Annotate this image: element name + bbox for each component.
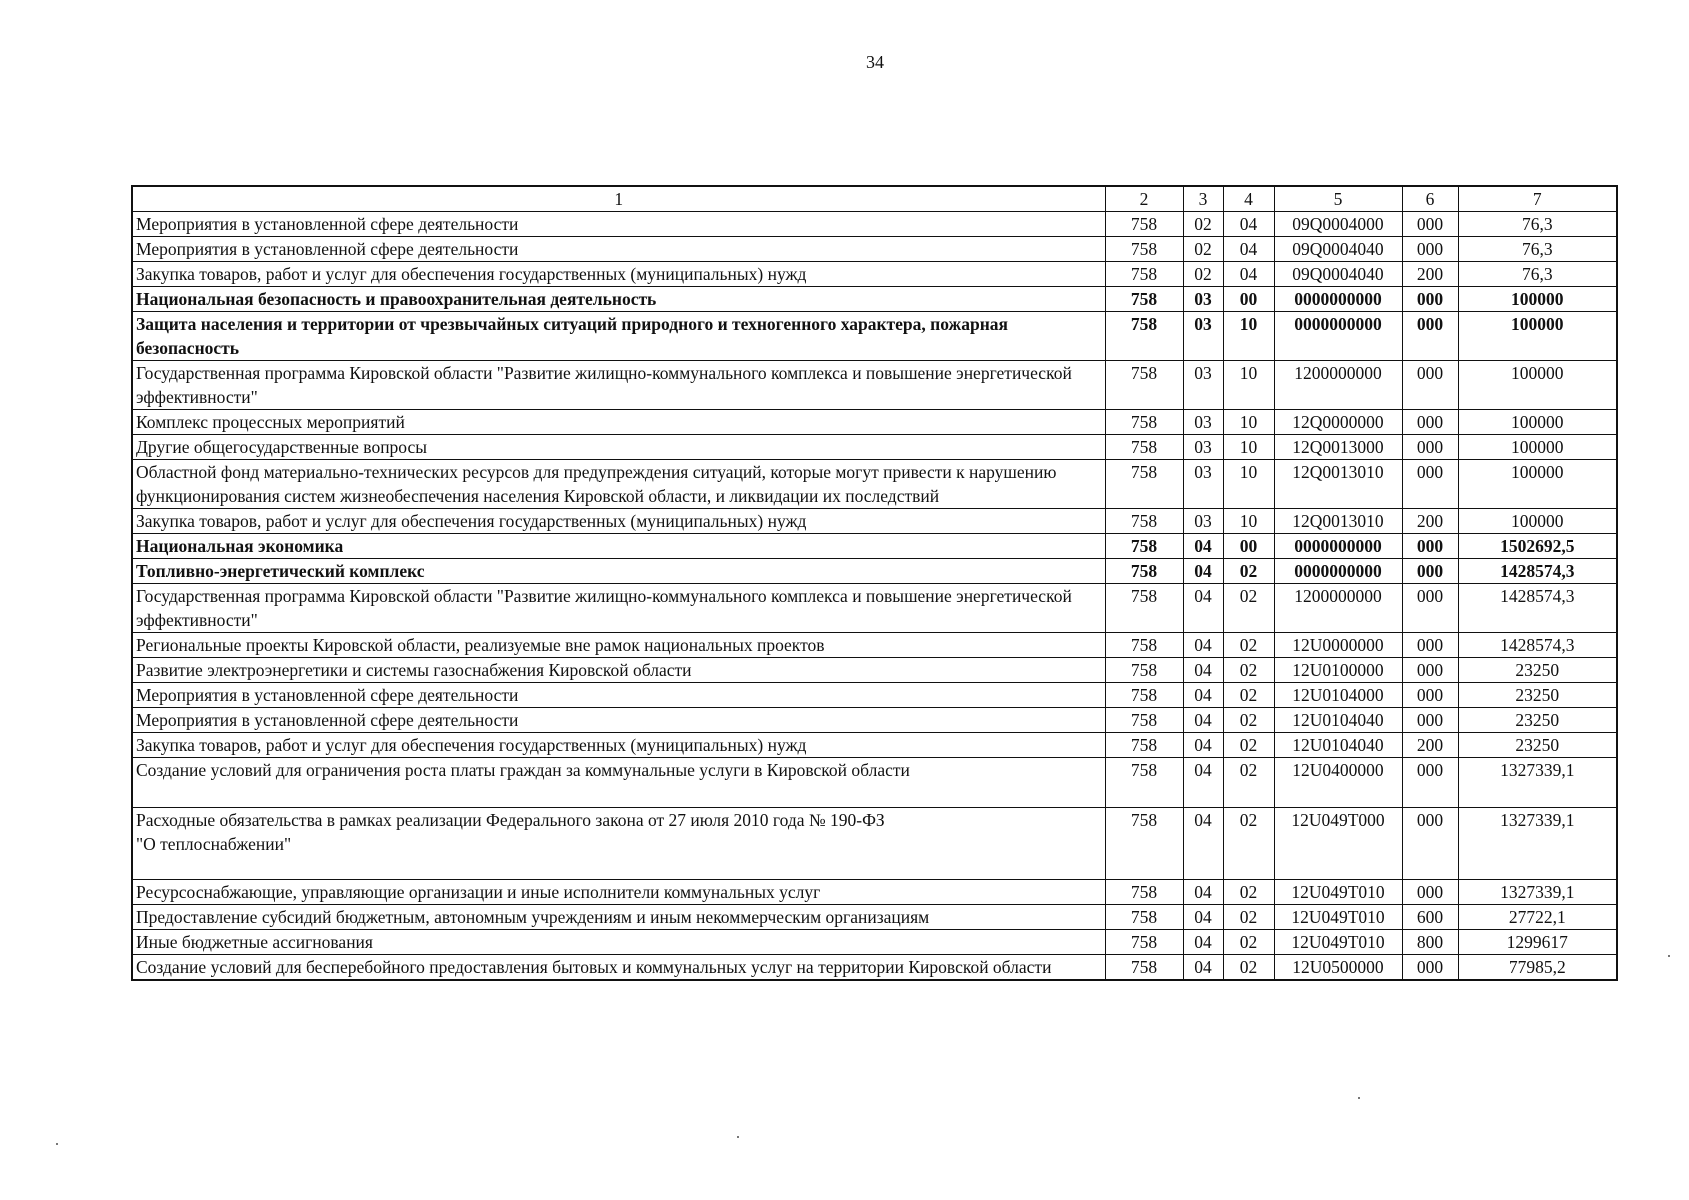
row-amount-cell: 1428574,3: [1458, 559, 1617, 584]
row-code-4-cell: 02: [1223, 930, 1274, 955]
row-code-6-cell: 200: [1402, 262, 1458, 287]
row-code-3-cell: 04: [1183, 534, 1223, 559]
row-amount-cell: 27722,1: [1458, 905, 1617, 930]
row-amount-cell: 1428574,3: [1458, 633, 1617, 658]
row-code-2-cell: 758: [1105, 559, 1183, 584]
row-code-4-cell: 10: [1223, 361, 1274, 410]
row-code-2-cell: 758: [1105, 880, 1183, 905]
table-row: [132, 955, 1617, 981]
row-code-5-cell: 12U0000000: [1274, 633, 1402, 658]
row-code-3-cell: 04: [1183, 733, 1223, 758]
row-name-cell: Другие общегосударственные вопросы: [132, 435, 1105, 460]
table-row: [132, 559, 1617, 584]
row-code-4-cell: 10: [1223, 509, 1274, 534]
column-header: 3: [1183, 186, 1223, 212]
row-code-2-cell: 758: [1105, 410, 1183, 435]
row-code-2-cell: 758: [1105, 733, 1183, 758]
row-code-3-cell: 03: [1183, 435, 1223, 460]
row-code-4-cell: 00: [1223, 534, 1274, 559]
row-code-4-cell: 02: [1223, 880, 1274, 905]
row-code-4-cell: 10: [1223, 312, 1274, 361]
row-name-cell: Областной фонд материально-технических ресурсов для предупреждения ситуаций, которые могут привести к нарушению функционирования систем жизнеобеспечения населения Кировской области, и ликвидации их последствий: [132, 460, 1105, 509]
row-code-4-cell: 02: [1223, 955, 1274, 981]
row-code-2-cell: 758: [1105, 262, 1183, 287]
row-code-4-cell: 02: [1223, 559, 1274, 584]
row-code-5-cell: 12Q0013010: [1274, 509, 1402, 534]
scan-speck: [1358, 1097, 1360, 1099]
row-code-5-cell: 12U0100000: [1274, 658, 1402, 683]
column-header: 7: [1458, 186, 1617, 212]
table-row: [132, 808, 1617, 880]
table-row: [132, 509, 1617, 534]
table-row: [132, 584, 1617, 633]
row-code-2-cell: 758: [1105, 905, 1183, 930]
row-name-cell: Расходные обязательства в рамках реализации Федерального закона от 27 июля 2010 года № 190-ФЗ "О теплоснабжении": [132, 808, 1105, 880]
row-code-3-cell: 04: [1183, 633, 1223, 658]
row-code-3-cell: 04: [1183, 930, 1223, 955]
row-code-5-cell: 1200000000: [1274, 584, 1402, 633]
row-code-6-cell: 000: [1402, 534, 1458, 559]
table-row: [132, 435, 1617, 460]
table-row: [132, 262, 1617, 287]
row-code-4-cell: 02: [1223, 758, 1274, 808]
row-code-5-cell: 12U049T010: [1274, 930, 1402, 955]
column-header: 4: [1223, 186, 1274, 212]
row-code-4-cell: 02: [1223, 708, 1274, 733]
row-amount-cell: 76,3: [1458, 212, 1617, 237]
row-amount-cell: 100000: [1458, 361, 1617, 410]
row-code-6-cell: 800: [1402, 930, 1458, 955]
row-code-6-cell: 000: [1402, 435, 1458, 460]
row-code-5-cell: 0000000000: [1274, 287, 1402, 312]
row-amount-cell: 1327339,1: [1458, 808, 1617, 880]
row-code-4-cell: 10: [1223, 410, 1274, 435]
row-name-cell: Создание условий для бесперебойного предоставления бытовых и коммунальных услуг на территории Кировской области: [132, 955, 1105, 981]
scan-speck: [56, 1143, 58, 1145]
column-header: 5: [1274, 186, 1402, 212]
row-code-2-cell: 758: [1105, 758, 1183, 808]
row-name-cell: Мероприятия в установленной сфере деятельности: [132, 683, 1105, 708]
budget-table: [131, 185, 1618, 981]
row-name-cell: Закупка товаров, работ и услуг для обеспечения государственных (муниципальных) нужд: [132, 733, 1105, 758]
row-code-6-cell: 000: [1402, 584, 1458, 633]
column-header: 1: [132, 186, 1105, 212]
table-row: [132, 708, 1617, 733]
row-code-5-cell: 0000000000: [1274, 534, 1402, 559]
row-amount-cell: 1428574,3: [1458, 584, 1617, 633]
row-code-6-cell: 000: [1402, 287, 1458, 312]
row-code-2-cell: 758: [1105, 509, 1183, 534]
row-code-2-cell: 758: [1105, 534, 1183, 559]
row-code-2-cell: 758: [1105, 683, 1183, 708]
row-amount-cell: 100000: [1458, 509, 1617, 534]
row-code-5-cell: 09Q0004040: [1274, 237, 1402, 262]
row-name-cell: Мероприятия в установленной сфере деятельности: [132, 212, 1105, 237]
table-row: [132, 534, 1617, 559]
table-row: [132, 930, 1617, 955]
row-code-6-cell: 000: [1402, 708, 1458, 733]
row-code-5-cell: 12Q0000000: [1274, 410, 1402, 435]
row-code-5-cell: 09Q0004000: [1274, 212, 1402, 237]
row-amount-cell: 100000: [1458, 460, 1617, 509]
table-row: [132, 905, 1617, 930]
row-code-5-cell: 09Q0004040: [1274, 262, 1402, 287]
row-code-3-cell: 03: [1183, 410, 1223, 435]
row-name-cell: Защита населения и территории от чрезвычайных ситуаций природного и техногенного характера, пожарная безопасность: [132, 312, 1105, 361]
row-code-3-cell: 04: [1183, 758, 1223, 808]
table-row: [132, 758, 1617, 808]
row-code-2-cell: 758: [1105, 312, 1183, 361]
row-code-6-cell: 600: [1402, 905, 1458, 930]
row-code-3-cell: 03: [1183, 312, 1223, 361]
scan-speck: [1668, 955, 1670, 957]
row-code-3-cell: 03: [1183, 509, 1223, 534]
row-code-5-cell: 12U0104040: [1274, 733, 1402, 758]
table-row: [132, 633, 1617, 658]
row-code-3-cell: 04: [1183, 658, 1223, 683]
row-code-6-cell: 000: [1402, 658, 1458, 683]
row-code-4-cell: 02: [1223, 633, 1274, 658]
row-code-2-cell: 758: [1105, 460, 1183, 509]
row-code-3-cell: 04: [1183, 955, 1223, 981]
row-code-5-cell: 12Q0013010: [1274, 460, 1402, 509]
row-code-4-cell: 02: [1223, 584, 1274, 633]
row-code-2-cell: 758: [1105, 435, 1183, 460]
table-header-row: [132, 186, 1617, 212]
row-code-2-cell: 758: [1105, 584, 1183, 633]
row-code-4-cell: 10: [1223, 460, 1274, 509]
row-amount-cell: 1327339,1: [1458, 758, 1617, 808]
row-name-cell: Региональные проекты Кировской области, реализуемые вне рамок национальных проектов: [132, 633, 1105, 658]
row-code-3-cell: 02: [1183, 212, 1223, 237]
table-row: [132, 237, 1617, 262]
row-amount-cell: 23250: [1458, 733, 1617, 758]
row-code-3-cell: 02: [1183, 237, 1223, 262]
row-name-cell: Закупка товаров, работ и услуг для обеспечения государственных (муниципальных) нужд: [132, 262, 1105, 287]
row-code-6-cell: 000: [1402, 460, 1458, 509]
row-name-cell: Государственная программа Кировской области "Развитие жилищно-коммунального комплекса и повышение энергетической эффективности": [132, 584, 1105, 633]
table-row: [132, 658, 1617, 683]
table-row: [132, 460, 1617, 509]
row-code-3-cell: 04: [1183, 905, 1223, 930]
column-header: 6: [1402, 186, 1458, 212]
row-code-3-cell: 04: [1183, 559, 1223, 584]
row-amount-cell: 100000: [1458, 312, 1617, 361]
row-code-5-cell: 12U049T010: [1274, 905, 1402, 930]
row-code-2-cell: 758: [1105, 808, 1183, 880]
row-name-cell: Топливно-энергетический комплекс: [132, 559, 1105, 584]
row-amount-cell: 100000: [1458, 410, 1617, 435]
row-code-6-cell: 000: [1402, 955, 1458, 981]
row-code-2-cell: 758: [1105, 930, 1183, 955]
row-code-4-cell: 02: [1223, 808, 1274, 880]
table-row: [132, 733, 1617, 758]
table-row: [132, 361, 1617, 410]
row-code-3-cell: 04: [1183, 708, 1223, 733]
row-code-6-cell: 000: [1402, 559, 1458, 584]
row-code-4-cell: 02: [1223, 905, 1274, 930]
row-code-3-cell: 03: [1183, 460, 1223, 509]
row-code-5-cell: 0000000000: [1274, 312, 1402, 361]
row-amount-cell: 100000: [1458, 435, 1617, 460]
row-amount-cell: 1299617: [1458, 930, 1617, 955]
row-code-6-cell: 000: [1402, 758, 1458, 808]
row-code-4-cell: 04: [1223, 212, 1274, 237]
row-code-6-cell: 200: [1402, 733, 1458, 758]
row-code-6-cell: 000: [1402, 410, 1458, 435]
row-code-4-cell: 02: [1223, 658, 1274, 683]
row-amount-cell: 23250: [1458, 708, 1617, 733]
row-code-5-cell: 12U049T000: [1274, 808, 1402, 880]
row-code-5-cell: 12U0400000: [1274, 758, 1402, 808]
row-code-5-cell: 1200000000: [1274, 361, 1402, 410]
row-name-cell: Закупка товаров, работ и услуг для обеспечения государственных (муниципальных) нужд: [132, 509, 1105, 534]
page-number: 34: [866, 52, 884, 72]
row-code-6-cell: 000: [1402, 633, 1458, 658]
row-amount-cell: 76,3: [1458, 237, 1617, 262]
row-code-3-cell: 04: [1183, 584, 1223, 633]
row-code-3-cell: 04: [1183, 880, 1223, 905]
table-row: [132, 212, 1617, 237]
row-code-6-cell: 200: [1402, 509, 1458, 534]
row-code-4-cell: 04: [1223, 237, 1274, 262]
row-name-cell: Комплекс процессных мероприятий: [132, 410, 1105, 435]
row-name-cell: Национальная безопасность и правоохранительная деятельность: [132, 287, 1105, 312]
row-code-4-cell: 02: [1223, 683, 1274, 708]
row-code-6-cell: 000: [1402, 237, 1458, 262]
row-name-cell: Создание условий для ограничения роста платы граждан за коммунальные услуги в Кировской области: [132, 758, 1105, 808]
row-code-2-cell: 758: [1105, 658, 1183, 683]
row-code-6-cell: 000: [1402, 212, 1458, 237]
row-name-cell: Мероприятия в установленной сфере деятельности: [132, 708, 1105, 733]
row-code-2-cell: 758: [1105, 708, 1183, 733]
row-amount-cell: 100000: [1458, 287, 1617, 312]
row-code-3-cell: 04: [1183, 683, 1223, 708]
row-code-4-cell: 04: [1223, 262, 1274, 287]
row-code-5-cell: 12Q0013000: [1274, 435, 1402, 460]
row-name-cell: Иные бюджетные ассигнования: [132, 930, 1105, 955]
row-code-6-cell: 000: [1402, 808, 1458, 880]
row-code-6-cell: 000: [1402, 361, 1458, 410]
row-amount-cell: 1502692,5: [1458, 534, 1617, 559]
row-code-5-cell: 12U0500000: [1274, 955, 1402, 981]
row-amount-cell: 76,3: [1458, 262, 1617, 287]
row-code-4-cell: 10: [1223, 435, 1274, 460]
row-code-6-cell: 000: [1402, 880, 1458, 905]
row-amount-cell: 23250: [1458, 683, 1617, 708]
row-code-6-cell: 000: [1402, 312, 1458, 361]
row-code-5-cell: 12U0104040: [1274, 708, 1402, 733]
row-code-5-cell: 12U049T010: [1274, 880, 1402, 905]
row-code-3-cell: 03: [1183, 361, 1223, 410]
row-code-3-cell: 02: [1183, 262, 1223, 287]
row-code-4-cell: 00: [1223, 287, 1274, 312]
column-header: 2: [1105, 186, 1183, 212]
table-row: [132, 287, 1617, 312]
row-name-cell: Предоставление субсидий бюджетным, автономным учреждениям и иным некоммерческим организациям: [132, 905, 1105, 930]
row-amount-cell: 77985,2: [1458, 955, 1617, 981]
row-amount-cell: 23250: [1458, 658, 1617, 683]
row-code-2-cell: 758: [1105, 955, 1183, 981]
row-name-cell: Национальная экономика: [132, 534, 1105, 559]
table-row: [132, 312, 1617, 361]
table-row: [132, 410, 1617, 435]
scan-speck: [737, 1136, 739, 1138]
row-name-cell: Ресурсоснабжающие, управляющие организации и иные исполнители коммунальных услуг: [132, 880, 1105, 905]
row-name-cell: Развитие электроэнергетики и системы газоснабжения Кировской области: [132, 658, 1105, 683]
row-code-5-cell: 12U0104000: [1274, 683, 1402, 708]
row-code-2-cell: 758: [1105, 212, 1183, 237]
row-amount-cell: 1327339,1: [1458, 880, 1617, 905]
table-row: [132, 880, 1617, 905]
row-code-5-cell: 0000000000: [1274, 559, 1402, 584]
row-code-2-cell: 758: [1105, 237, 1183, 262]
row-code-3-cell: 04: [1183, 808, 1223, 880]
row-code-6-cell: 000: [1402, 683, 1458, 708]
table-row: [132, 683, 1617, 708]
row-code-4-cell: 02: [1223, 733, 1274, 758]
row-code-3-cell: 03: [1183, 287, 1223, 312]
row-name-cell: Мероприятия в установленной сфере деятельности: [132, 237, 1105, 262]
row-code-2-cell: 758: [1105, 633, 1183, 658]
row-name-cell: Государственная программа Кировской области "Развитие жилищно-коммунального комплекса и повышение энергетической эффективности": [132, 361, 1105, 410]
row-code-2-cell: 758: [1105, 361, 1183, 410]
row-code-2-cell: 758: [1105, 287, 1183, 312]
